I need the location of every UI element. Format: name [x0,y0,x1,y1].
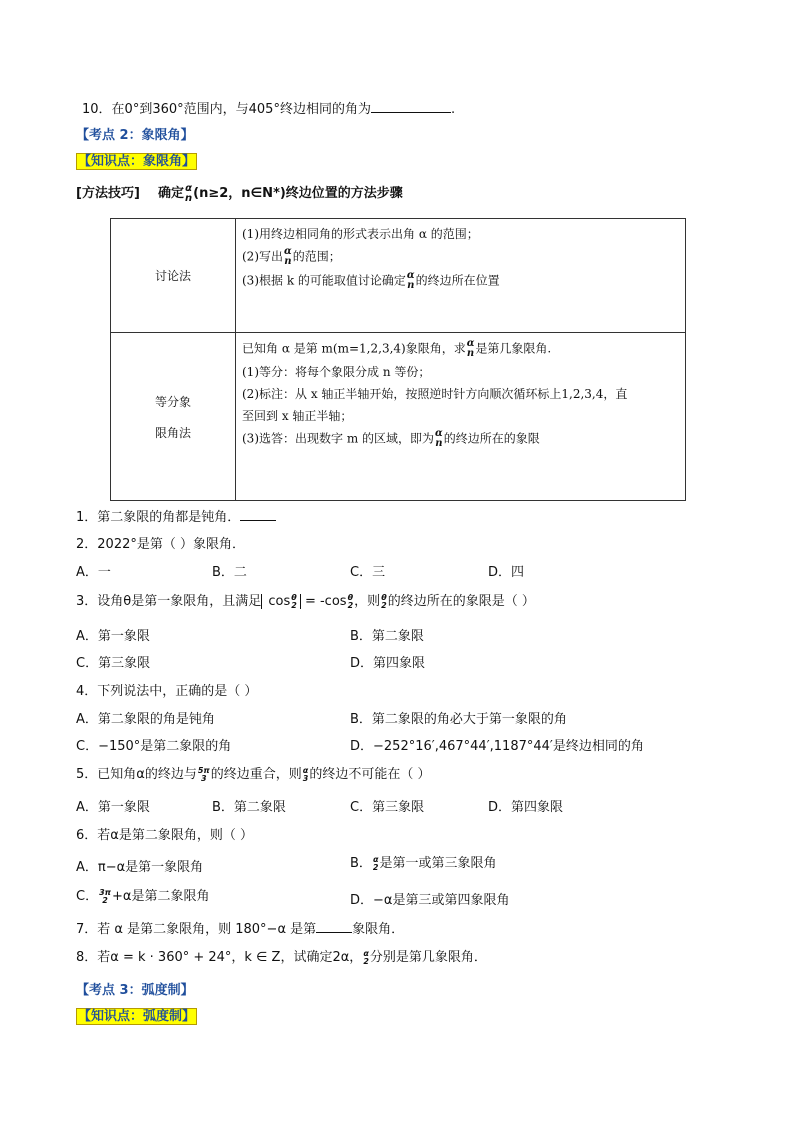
option-b: B．第二象限的角必大于第一象限的角 [350,712,567,727]
option-d: D．第四象限 [350,656,426,671]
option-c: C．−150°是第二象限的角 [76,739,232,754]
table-row [111,219,686,333]
row-content-discussion: (1)用终边相同角的形式表示出角 α 的范围； (2)写出 α n 的范围； (3)根据 k 的可能取值讨论确定 α n 的终边所在位置 [236,219,686,333]
option-c: C．第三象限 [76,656,151,671]
question-4-stem: 4．下列说法中，正确的是（ ） [76,684,258,699]
question-10: 10．在0°到360°范围内，与405°终边相同的角为 . [82,102,456,117]
option-a: A．一 [76,565,111,580]
knowledge-point-label: 【知识点：弧度制】 [78,1009,196,1024]
question-6-stem: 6．若α是第二象限角，则（ ） [76,828,253,843]
option-c: C． 3π 2 +α是第二象限角 [76,887,210,905]
answer-blank [316,920,352,933]
answer-blank [240,508,276,521]
answer-blank [371,100,451,113]
option-b: B．二 [212,565,247,580]
option-a: A．π−α是第一象限角 [76,860,204,875]
question-1: 1．第二象限的角都是钝角． [76,506,276,525]
question-10-text: 10．在0°到360°范围内，与405°终边相同的角为 [82,102,371,117]
option-b: B． α 2 是第一或第三象限角 [350,854,497,872]
option-d: D．−α是第三或第四象限角 [350,893,510,908]
option-c: C．三 [350,565,386,580]
option-d: D．四 [488,565,525,580]
method-heading: [方法技巧] 确定 α n (n≥2，n∈N*)终边位置的方法步骤 [76,182,403,204]
question-3-stem: 3．设角θ是第一象限角，且满足 cos θ 2 = -cos θ 2 ，则 θ 2 的终边所在的象限是（ ） [76,592,535,610]
question-5-stem: 5．已知角α的终边与 5π 3 的终边重合，则 α 3 的终边不可能在（ ） [76,765,431,783]
section-heading-kaodian-3: 【考点 3：弧度制】 [76,983,194,998]
knowledge-point-label: 【知识点：象限角】 [78,154,196,169]
alpha-over-n-fraction: α n [185,182,193,204]
method-table [110,218,686,501]
section-heading-kaodian-2: 【考点 2：象限角】 [76,128,194,143]
question-2-stem: 2．2022°是第（ ）象限角． [76,537,245,552]
question-8: 8．若α = k · 360° + 24°，k ∈ Z，试确定2α， α 2 分别是第几象限角． [76,948,487,966]
row-label-equal-division: 等分象 限角法 [111,333,236,501]
row-label-discussion: 讨论法 [111,219,236,333]
table-row [111,333,686,501]
option-a: A．第一象限 [76,629,150,644]
option-a: A．第一象限 [76,800,150,815]
question-7: 7．若 α 是第二象限角，则 180°−α 是第 象限角． [76,922,405,937]
option-d: D．−252°16′,467°44′,1187°44′是终边相同的角 [350,739,644,754]
row-content-equal-division: 已知角 α 是第 m(m=1,2,3,4)象限角，求 α n 是第几象限角. (1)等分：将每个象限分成 n 等份； (2)标注：从 x 轴正半轴开始，按照逆时针方向顺次循环标上1,2,3,4，直 至回到 x 轴正半轴； (3)选答：出现数字 m 的区域，即为 α n 的终边所在的象限 [236,333,686,501]
option-a: A．第二象限的角是钝角 [76,712,215,727]
option-c: C．第三象限 [350,800,425,815]
option-b: B．第二象限 [212,800,286,815]
option-d: D．第四象限 [488,800,564,815]
option-b: B．第二象限 [350,629,424,644]
